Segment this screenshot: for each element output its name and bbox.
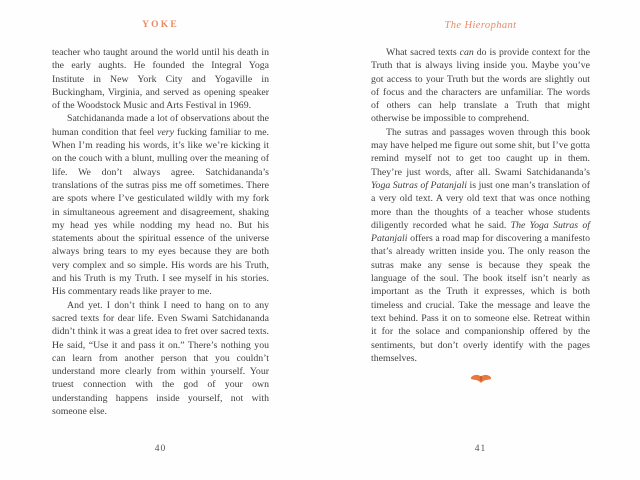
body-text: offers a road map for discovering a manifesto that’s already written inside you. The only reason the sutras make any sense is because they speak the language of the soul. The book itself isn’t nearly as important as the Truth it expresses, which is both timeless and crucial. Take the message and leave the text behind. Pass it on to someone else. Retreat within it for the solace and companionship offered by the sentiments, but don’t overly identify with the pages themselves. [371, 233, 590, 364]
italic-text: can [459, 47, 474, 58]
body-text: The sutras and passages woven through this book may have helped me figure out some shit, but I’ve gotta remind myself not to get too caught up in them. They’re just words, after all. Swami Satchidananda’s [371, 126, 591, 178]
body-text: fucking familiar to me. When I’m reading his words, it’s like we’re kicking it on the couch with a blunt, mulling over the meaning of life. We don’t always agree. Satchidananda’s translations of the sutras piss me off sometimes. There are spots where I’ve gesticulated wildly with my fork in simultaneous agreement and disagreement, shaking my head yes while nodding my head no. But his statements about the spiritual essence of the universe always bring tears to my eyes because they are both very complex and so simple. His words are his Truth, and his Truth is my Truth. I see myself in his stories. His commentary reads like prayer to me. [52, 126, 269, 298]
body-text: is just one man’s translation of a very old text. A very old text that was once nothing more than the thoughts of a teacher whose students diligently recorded what he said. [371, 179, 590, 231]
body-text: do is provide context for the Truth that is always living inside you. Maybe you’ve got access to your Truth but the words are slightly out of focus and the characters are unfamiliar. The words of others can help translate a Truth that might otherwise be impossible to comprehend. [371, 47, 590, 125]
italic-text: The Yoga Sutras of Patanjali [371, 219, 590, 245]
moth-icon [470, 374, 492, 385]
page-left-body [52, 46, 269, 418]
paragraph [52, 112, 269, 298]
italic-text: Yoga Sutras of Patanjali [371, 179, 467, 191]
paragraph [371, 46, 590, 126]
running-header-book-title: YOKE [142, 20, 179, 30]
page-right-paragraphs [371, 46, 590, 365]
section-break-ornament [371, 374, 590, 385]
page-number-right: 41 [474, 444, 487, 454]
page-left-paragraphs [52, 46, 269, 418]
body-text: teacher who taught around the world until his death in the early aughts. He founded the Integral Yoga Institute in New York City and Yogaville in Buckingham, Virginia, and served as opening speaker of the Woodstock Music and Arts Festival in 1969. [52, 47, 269, 112]
paragraph [371, 126, 590, 365]
page-right [371, 0, 590, 480]
italic-text: very [157, 126, 174, 138]
body-text: Satchidananda made a lot of observations about the human condition that feel [52, 113, 269, 138]
page-right-body [371, 46, 590, 385]
paragraph [52, 46, 269, 112]
body-text: And yet. I don’t think I need to hang on to any sacred texts for dear life. Even Swami Satchidananda didn’t think it was a great idea to fret over sacred texts. He said, “Use it and pass it on.” There’s nothing you can learn from another person that you couldn’t understand more clearly from within yourself. Your truest connection with the god of your own understanding happens inside yourself, not with someone else. [52, 299, 269, 418]
body-text: What sacred texts [386, 47, 460, 58]
paragraph [52, 299, 269, 419]
page-left [52, 0, 269, 480]
page-number-left: 40 [154, 444, 167, 454]
running-header-chapter-title: The Hierophant [444, 20, 517, 31]
